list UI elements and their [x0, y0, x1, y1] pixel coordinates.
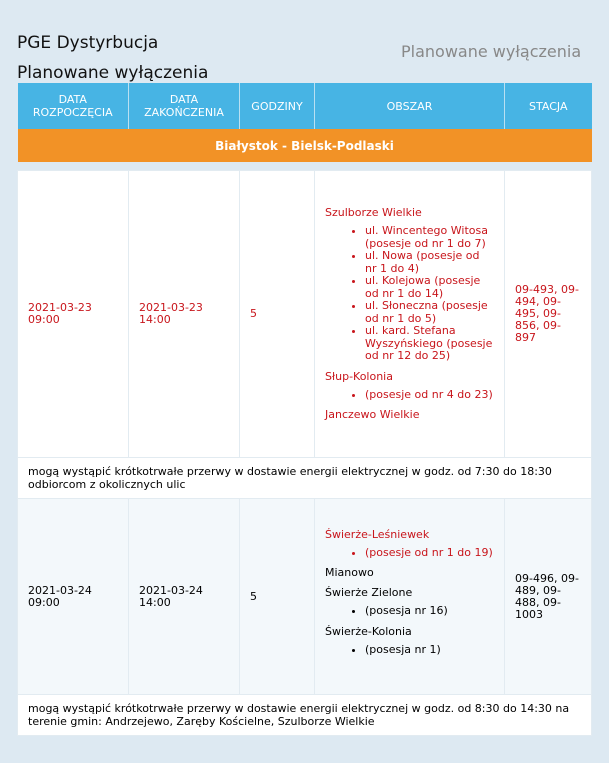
area-place: Mianowo [325, 566, 374, 580]
col-start-date[interactable]: DATA ROZPOCZĘCIA [18, 83, 129, 129]
list-item: • ul. Kolejowa (posesje od nr 1 do 14) [365, 275, 494, 300]
station-list: 09-496, 09-489, 09-488, 09-1003 [505, 499, 592, 695]
street-list [325, 547, 494, 560]
page-title: Planowane wyłączenia [17, 63, 209, 83]
outages-table-wrapper [17, 83, 591, 736]
street-list [325, 225, 494, 363]
col-area[interactable]: OBSZAR [315, 83, 505, 129]
area-place: Słup-Kolonia [325, 369, 393, 383]
area-place: Świerże-Leśniewek [325, 527, 430, 541]
start-date: 2021-03-24 09:00 [18, 499, 129, 695]
street-list [325, 389, 494, 402]
list-item: • ul. kard. Stefana Wyszyńskiego (posesje od nr 12 do 25) [365, 325, 494, 363]
list-item: • ul. Wincentego Witosa (posesje od nr 1 do 7) [365, 225, 494, 250]
note-text: mogą wystąpić krótkotrwałe przerwy w dostawie energii elektrycznej w godz. od 8:30 do 14:30 na terenie gmin: Andrzejewo, Zaręby Kościelne, Szulborze Wielkie [18, 695, 592, 736]
region-row [18, 129, 592, 162]
list-item: • ul. Nowa (posesje od nr 1 do 4) [365, 250, 494, 275]
area-place: Świerże Zielone [325, 586, 413, 600]
end-date: 2021-03-23 14:00 [129, 171, 240, 458]
station-list: 09-493, 09-494, 09-495, 09-856, 09-897 [505, 171, 592, 458]
col-hours[interactable]: GODZINY [240, 83, 315, 129]
section-heading: Planowane wyłączenia [401, 42, 582, 61]
area-place: Szulborze Wielkie [325, 206, 422, 219]
area-place: Świerże-Kolonia [325, 624, 412, 638]
table-row [18, 499, 592, 695]
col-station[interactable]: STACJA [505, 83, 592, 129]
street-list [325, 605, 494, 618]
outages-table [17, 83, 592, 736]
hours-value: 5 [240, 499, 315, 695]
list-item: • (posesje od nr 1 do 19) [365, 547, 494, 560]
spacer [18, 162, 592, 171]
area-cell [315, 171, 505, 458]
brand-title: PGE Dystyrbucja [17, 33, 159, 53]
table-header-row [18, 83, 592, 129]
end-date: 2021-03-24 14:00 [129, 499, 240, 695]
list-item: • (posesja nr 1) [365, 644, 494, 657]
note-row [18, 458, 592, 499]
list-item: • (posesje od nr 4 do 23) [365, 389, 494, 402]
table-row [18, 171, 592, 458]
list-item: • (posesja nr 16) [365, 605, 494, 618]
region-name: Białystok - Bielsk-Podlaski [18, 129, 592, 162]
street-list [325, 644, 494, 657]
note-row [18, 695, 592, 736]
start-date: 2021-03-23 09:00 [18, 171, 129, 458]
list-item: • ul. Słoneczna (posesje od nr 1 do 5) [365, 300, 494, 325]
area-cell [315, 499, 505, 695]
col-end-date[interactable]: DATA ZAKOŃCZENIA [129, 83, 240, 129]
hours-value: 5 [240, 171, 315, 458]
note-text: mogą wystąpić krótkotrwałe przerwy w dostawie energii elektrycznej w godz. od 7:30 do 18:30 odbiorcom z okolicznych ulic [18, 458, 592, 499]
area-place: Janczewo Wielkie [325, 408, 420, 421]
